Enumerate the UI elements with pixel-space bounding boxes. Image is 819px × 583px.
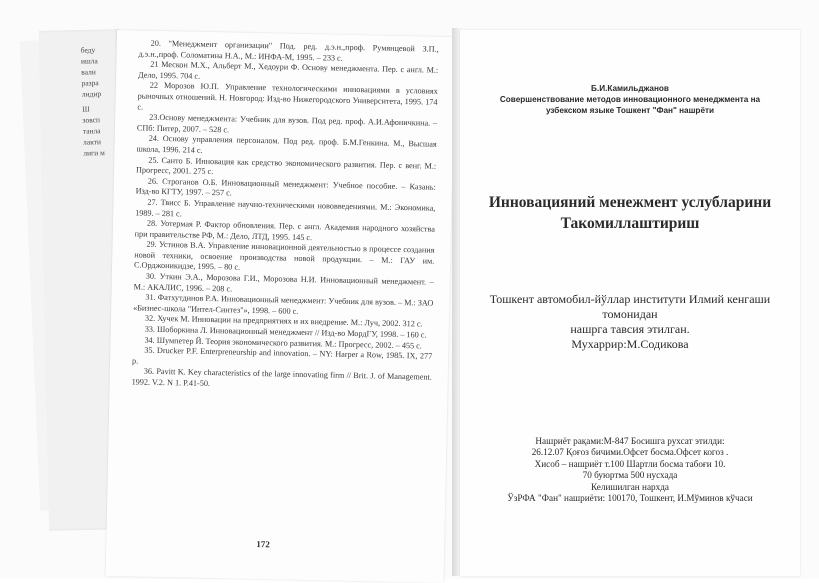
back-line: танла [82, 126, 101, 136]
reference-item: 33. Шоборкина Л. Инновационный менеджмент // Изд-во МордГУ, 1998. – 160 с. [144, 324, 427, 340]
imprint-block [460, 436, 800, 504]
reference-item: 21 Мескон М.Х., Альберт М., Хедоури Ф. Основу менеджмента. Пер. с англ. М.: Дело, 1995. 704 с. [137, 59, 439, 81]
imprint-line: 70 буюртма 500 нусхада [582, 470, 678, 481]
right-page [460, 30, 800, 576]
title-line: Инновацияний менежмент услубларини [488, 194, 772, 211]
reference-list [132, 38, 439, 394]
reference-item: 31. Фатхутдинов Р.А. Инновационный менеджмент: Учебник для вузов. – М.: ЗАО «Бизнес-школа "Интел-Синтез"», 1998. – 600 с. [133, 292, 434, 316]
approval-note [460, 292, 800, 352]
editor-line: Мухаррир:М.Содикова [571, 337, 689, 351]
book-title [460, 192, 800, 234]
reference-item: 23.Основу менеджмента: Учебник для вузов. Под ред. проф. А.И.Афоничкина. – СПб: Питер, 2007. – 528 с. [136, 112, 438, 135]
page-number: 172 [256, 539, 270, 550]
reference-item: 32. Хучек М. Инновации на предприятиях и их внедрение. М.: Луч, 2002. 312 с. [144, 314, 423, 329]
reference-item: 28. Уотермая Р. Фактор обновления. Пер. с англ. Академия народного хозяйства при правительстве РФ, М.: Дело, ЛТД, 1995. 145 с. [134, 218, 435, 242]
back-line: Ш [82, 104, 90, 114]
title-line: Такомиллаштириш [560, 215, 700, 232]
reference-item: 27. Твисс Б. Управление научно-техническими нововведениями. М.: Экономика, 1989. – 281 с. [135, 197, 436, 218]
reference-item: 29. Устинов В.А. Управление инновационной деятельностью в процессе создания новой техники, освоение производства новой продукции. – М.: ГАУ им. С.Орджоникидзе, 1995. – 80 с. [133, 239, 435, 273]
imprint-line: Нашриёт рақами:М-847 Босишга рухсат этилди: [535, 436, 725, 446]
reference-item: 26. Строганов О.Б. Инновационный менеджмент: Учебное пособие. – Казань: Изд-во КГТУ, 1997. – 257 с. [135, 176, 436, 198]
back-line: ишла [80, 56, 98, 66]
subtitle-line: узбекском языке Тошкент "Фан" нашрёти [545, 106, 715, 115]
back-line: зовсп [82, 115, 101, 125]
back-line: разра [81, 78, 99, 88]
imprint-line: Келишилган нархда [591, 481, 669, 492]
approval-line: Тошкент автомобил-йўллар институти Илмий кенгаши [489, 292, 771, 306]
back-line: лиги м [83, 148, 105, 158]
back-line: лакти [82, 137, 102, 147]
left-page [106, 30, 455, 583]
approval-line: нашрга тавсия этилган. [570, 322, 690, 336]
reference-item: 20. "Менеджмент организации" Под. ред. д.э.н.,проф. Румянцевой З.П., д.э.н.,проф. Соломатина Н.А., М.: ИНФА-М, 1995. – 233 с. [138, 38, 439, 63]
back-line: лидир [81, 89, 102, 99]
subtitle-line: Совершенствование методов инновационного менеджмента на [499, 95, 761, 104]
reference-item: 36. Pavitt K. Key characteristics of the large innovating firm // Brit. J. of Management. 1992. V.2. N 1. P.41-50. [131, 367, 432, 389]
approval-line: томонидан [602, 307, 658, 321]
imprint-line: Хисоб – нашриёт т.100 Шартли босма табоғи 10. [534, 458, 726, 469]
reference-item: 35. Drucker P.F. Enterpreneurship and innovation. – NY: Harper a Row, 1985. IX, 277 p. [131, 345, 433, 366]
reference-item: 25. Санто Б. Инновация как средство экономического развития. Пер. с венг. М.: Прогресс, 2001. 275 с. [135, 155, 437, 177]
back-line: вали [81, 67, 96, 77]
back-line: беду [80, 45, 96, 55]
reference-item: 24. Основу управления персоналом. Под ред. проф. Б.М.Генкина. М., Высшая школа, 1996. 214 с. [136, 134, 437, 155]
reference-item: 34. Шумпетер Й. Теория экономического развития. М.: Прогресс, 2002. – 455 с. [144, 335, 422, 351]
reference-item: 30. Уткин Э.А., Морозова Г.И., Морозова Н.И. Инновационный менеджмент. – М.: АКАЛИС, 1996. – 208 с. [133, 271, 434, 294]
imprint-line: ЎзРФА "Фан" нашриёти: 100170, Тошкент, И.Мўминов кўчаси [507, 493, 753, 504]
reference-item: 22 Морозов Ю.П. Управление технологическими инновациями в условиях рыночных отношений. Н. Новгород: Изд-во Нижегородского Университета, 1995. 174 с. [137, 81, 438, 112]
author-name: Б.И.Камильджанов [591, 84, 669, 93]
russian-subtitle [470, 94, 790, 116]
imprint-line: 26.12.07 Қоғоз бичими.Офсет босма.Офсет когоз . [531, 447, 729, 458]
